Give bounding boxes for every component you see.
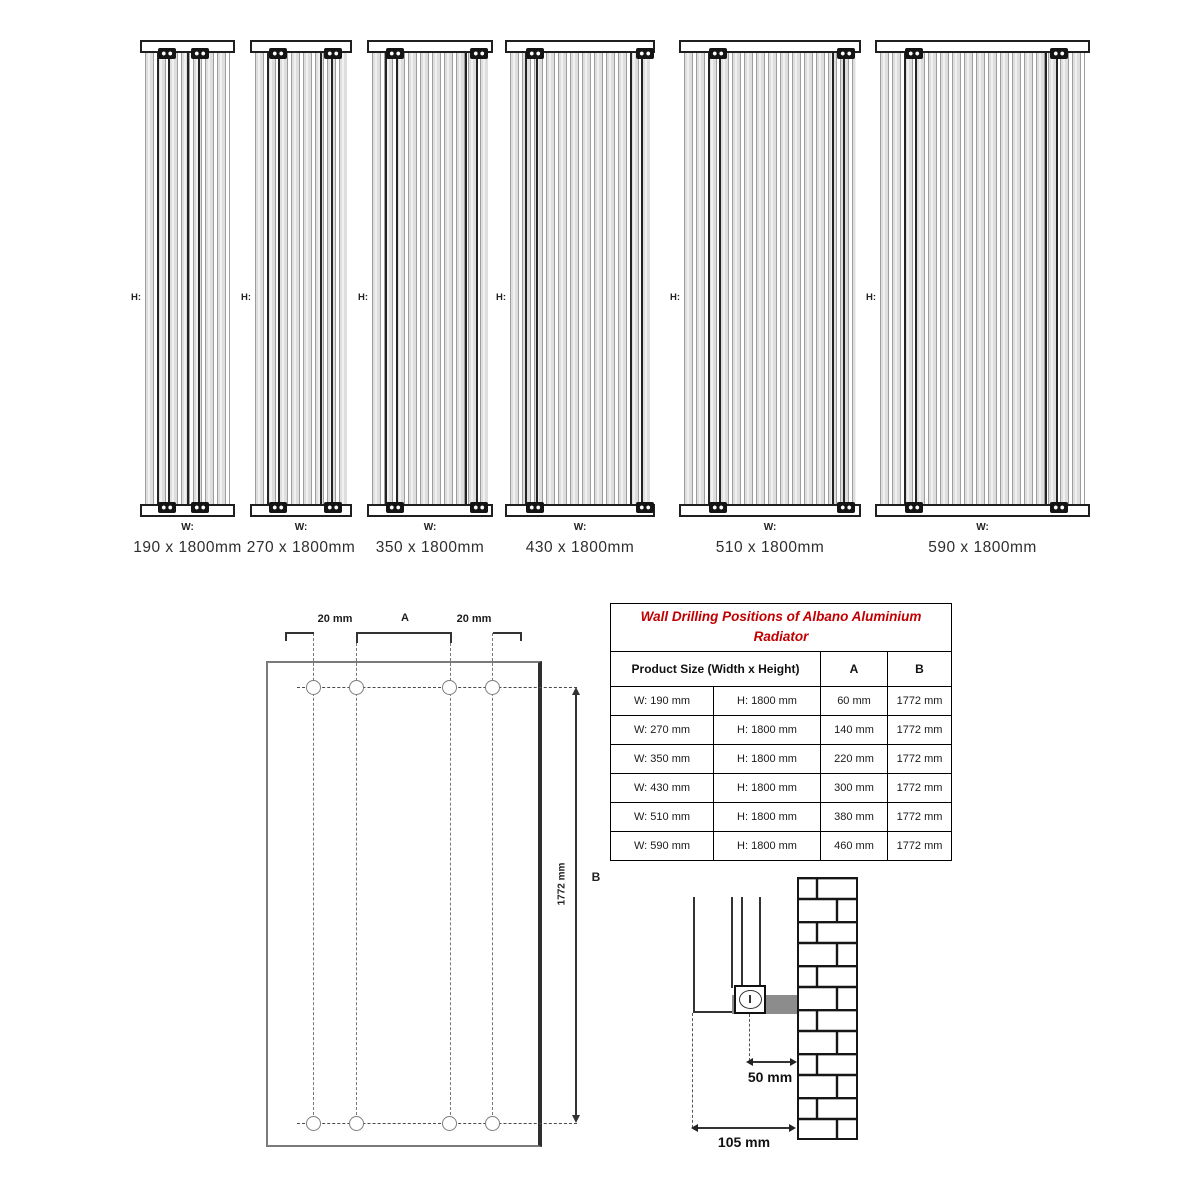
mounting-bracket-icon	[709, 48, 727, 59]
table-row	[611, 686, 952, 715]
radiator-fins	[510, 51, 650, 506]
bracket-rail	[525, 51, 538, 506]
mounting-bracket-icon	[837, 48, 855, 59]
bracket-center-mark	[749, 995, 751, 1003]
mounting-bracket-icon	[386, 502, 404, 513]
table-row	[611, 831, 952, 860]
bracket-rail	[320, 51, 333, 506]
radiator-diagram-590	[865, 40, 1085, 556]
bracket-rail	[385, 51, 398, 506]
radiator-top-cap	[250, 40, 352, 53]
size-label: 510 x 1800mm	[715, 539, 825, 556]
bracket-rail	[832, 51, 845, 506]
mounting-bracket-icon	[158, 502, 176, 513]
dimension-line	[286, 632, 314, 634]
radiator-bottom-cap	[367, 504, 493, 517]
dimension-tick	[520, 632, 522, 641]
table-row	[611, 773, 952, 802]
col-b: B	[888, 651, 952, 686]
radiator-diagram-270	[240, 40, 356, 556]
dim-a: A	[401, 612, 409, 624]
cell-width: W: 270 mm	[611, 715, 714, 744]
fin-profile-line	[759, 897, 761, 988]
hole-centerline	[313, 633, 314, 1125]
mounting-bracket-icon	[526, 502, 544, 513]
mounting-bracket-icon	[837, 502, 855, 513]
dimension-tick	[450, 632, 452, 643]
width-label: W:	[181, 522, 194, 533]
radiator-bottom-cap	[250, 504, 352, 517]
mounting-bracket-icon	[709, 502, 727, 513]
mounting-bracket-icon	[636, 502, 654, 513]
dim-20mm-right: 20 mm	[456, 613, 492, 625]
height-label: H:	[130, 292, 141, 303]
arrow-right-icon	[790, 1058, 797, 1066]
dimension-line	[357, 632, 451, 634]
drill-hole	[306, 1116, 321, 1131]
cell-a: 140 mm	[821, 715, 888, 744]
dim-extension-line	[749, 1014, 750, 1061]
arrow-right-icon	[789, 1124, 796, 1132]
mounting-bracket-icon	[1050, 502, 1068, 513]
radiator-diagram-190	[130, 40, 242, 556]
cell-b: 1772 mm	[888, 773, 952, 802]
arrow-left-icon	[691, 1124, 698, 1132]
dimension-tick	[285, 632, 287, 641]
drill-hole	[485, 1116, 500, 1131]
mounting-bracket-icon	[905, 48, 923, 59]
width-label: W:	[763, 522, 777, 533]
height-label: H:	[240, 292, 251, 303]
cell-height: H: 1800 mm	[714, 773, 821, 802]
dim-50mm: 50 mm	[747, 1069, 793, 1085]
mounting-bracket-icon	[905, 502, 923, 513]
col-a: A	[821, 651, 888, 686]
hole-centerline	[492, 633, 493, 1125]
radiator-bottom-cap	[140, 504, 235, 517]
drill-hole	[306, 680, 321, 695]
bracket-rail	[708, 51, 721, 506]
cell-width: W: 510 mm	[611, 802, 714, 831]
radiator-outline	[266, 661, 542, 1147]
size-label: 430 x 1800mm	[525, 539, 635, 556]
cell-b: 1772 mm	[888, 686, 952, 715]
cell-width: W: 350 mm	[611, 744, 714, 773]
fin-profile-line	[741, 897, 743, 988]
cell-a: 300 mm	[821, 773, 888, 802]
bracket-rail	[465, 51, 478, 506]
mounting-bracket-icon	[526, 48, 544, 59]
bracket-rail	[157, 51, 170, 506]
bracket-rail	[904, 51, 917, 506]
table-row	[611, 715, 952, 744]
cell-a: 380 mm	[821, 802, 888, 831]
vertical-dimension-line	[575, 689, 577, 1117]
radiator-bottom-cap	[505, 504, 655, 517]
mounting-bracket-icon	[386, 48, 404, 59]
cell-b: 1772 mm	[888, 715, 952, 744]
size-label: 270 x 1800mm	[246, 539, 356, 556]
dimension-line	[695, 1127, 791, 1129]
radiator-fins	[880, 51, 1085, 506]
width-label: W:	[423, 522, 437, 533]
mounting-bracket-icon	[1050, 48, 1068, 59]
radiator-fins	[372, 51, 488, 506]
table-title: Wall Drilling Positions of Albano Aluminium Radiator	[611, 604, 952, 652]
cell-a: 60 mm	[821, 686, 888, 715]
bottom-holes-centerline	[297, 1123, 577, 1124]
size-label: 350 x 1800mm	[375, 539, 485, 556]
fin-profile-line	[731, 897, 733, 988]
size-label: 190 x 1800mm	[133, 539, 242, 556]
hole-centerline	[356, 633, 357, 1125]
bracket-rail	[187, 51, 200, 506]
dim-20mm-left: 20 mm	[317, 613, 353, 625]
height-label: H:	[865, 292, 876, 303]
dim-b: B	[591, 870, 601, 884]
height-label: H:	[495, 292, 506, 303]
drill-hole	[349, 680, 364, 695]
dim-1772mm: 1772 mm	[556, 862, 568, 906]
radiator-diagram-350	[357, 40, 488, 556]
dimension-tick	[356, 632, 358, 643]
radiator-front-line	[693, 897, 695, 1013]
dim-extension-line	[692, 1013, 693, 1128]
cell-b: 1772 mm	[888, 802, 952, 831]
cell-width: W: 190 mm	[611, 686, 714, 715]
bracket-rail	[1045, 51, 1058, 506]
drill-hole	[349, 1116, 364, 1131]
arrow-up-icon	[572, 687, 580, 695]
mounting-bracket-icon	[636, 48, 654, 59]
top-holes-centerline	[297, 687, 577, 688]
dimension-line	[752, 1061, 792, 1063]
cell-height: H: 1800 mm	[714, 802, 821, 831]
radiator-top-cap	[679, 40, 861, 53]
bracket-rail	[630, 51, 643, 506]
cell-a: 460 mm	[821, 831, 888, 860]
size-label: 590 x 1800mm	[928, 539, 1037, 556]
radiator-top-cap	[140, 40, 235, 53]
radiator-bottom-cap	[679, 504, 861, 517]
radiator-diagram-510	[669, 40, 856, 556]
mounting-bracket-icon	[470, 48, 488, 59]
cell-b: 1772 mm	[888, 744, 952, 773]
cell-height: H: 1800 mm	[714, 831, 821, 860]
drill-hole	[442, 680, 457, 695]
cell-height: H: 1800 mm	[714, 686, 821, 715]
radiator-top-cap	[505, 40, 655, 53]
height-label: H:	[669, 292, 680, 303]
cell-width: W: 430 mm	[611, 773, 714, 802]
radiator-bottom-cap	[875, 504, 1090, 517]
mounting-bracket-icon	[191, 502, 209, 513]
width-label: W:	[573, 522, 587, 533]
cell-b: 1772 mm	[888, 831, 952, 860]
table-row	[611, 802, 952, 831]
radiator-fins	[145, 51, 230, 506]
drill-hole	[442, 1116, 457, 1131]
mounting-bracket-icon	[324, 48, 342, 59]
cell-height: H: 1800 mm	[714, 744, 821, 773]
table-row	[611, 744, 952, 773]
mounting-bracket-icon	[269, 502, 287, 513]
cell-height: H: 1800 mm	[714, 715, 821, 744]
col-product-size: Product Size (Width x Height)	[611, 651, 821, 686]
radiator-diagram-430	[495, 40, 650, 556]
radiator-top-cap	[367, 40, 493, 53]
radiator-fins	[684, 51, 856, 506]
brick-wall	[797, 877, 858, 1140]
drill-hole	[485, 680, 500, 695]
mounting-bracket-icon	[470, 502, 488, 513]
radiator-bottom-line	[693, 1011, 733, 1013]
dimension-line	[493, 632, 521, 634]
bracket-rail	[267, 51, 280, 506]
arrow-left-icon	[746, 1058, 753, 1066]
height-label: H:	[357, 292, 368, 303]
mounting-bracket-icon	[269, 48, 287, 59]
mounting-bracket-icon	[158, 48, 176, 59]
width-label: W:	[294, 522, 308, 533]
radiator-top-cap	[875, 40, 1090, 53]
drilling-positions-table	[610, 603, 952, 861]
mounting-bracket-icon	[191, 48, 209, 59]
dim-105mm: 105 mm	[717, 1134, 771, 1150]
cell-width: W: 590 mm	[611, 831, 714, 860]
hole-centerline	[450, 633, 451, 1125]
radiator-fins	[255, 51, 347, 506]
cell-a: 220 mm	[821, 744, 888, 773]
width-label: W:	[976, 522, 989, 533]
mounting-bracket-icon	[324, 502, 342, 513]
arrow-down-icon	[572, 1115, 580, 1123]
